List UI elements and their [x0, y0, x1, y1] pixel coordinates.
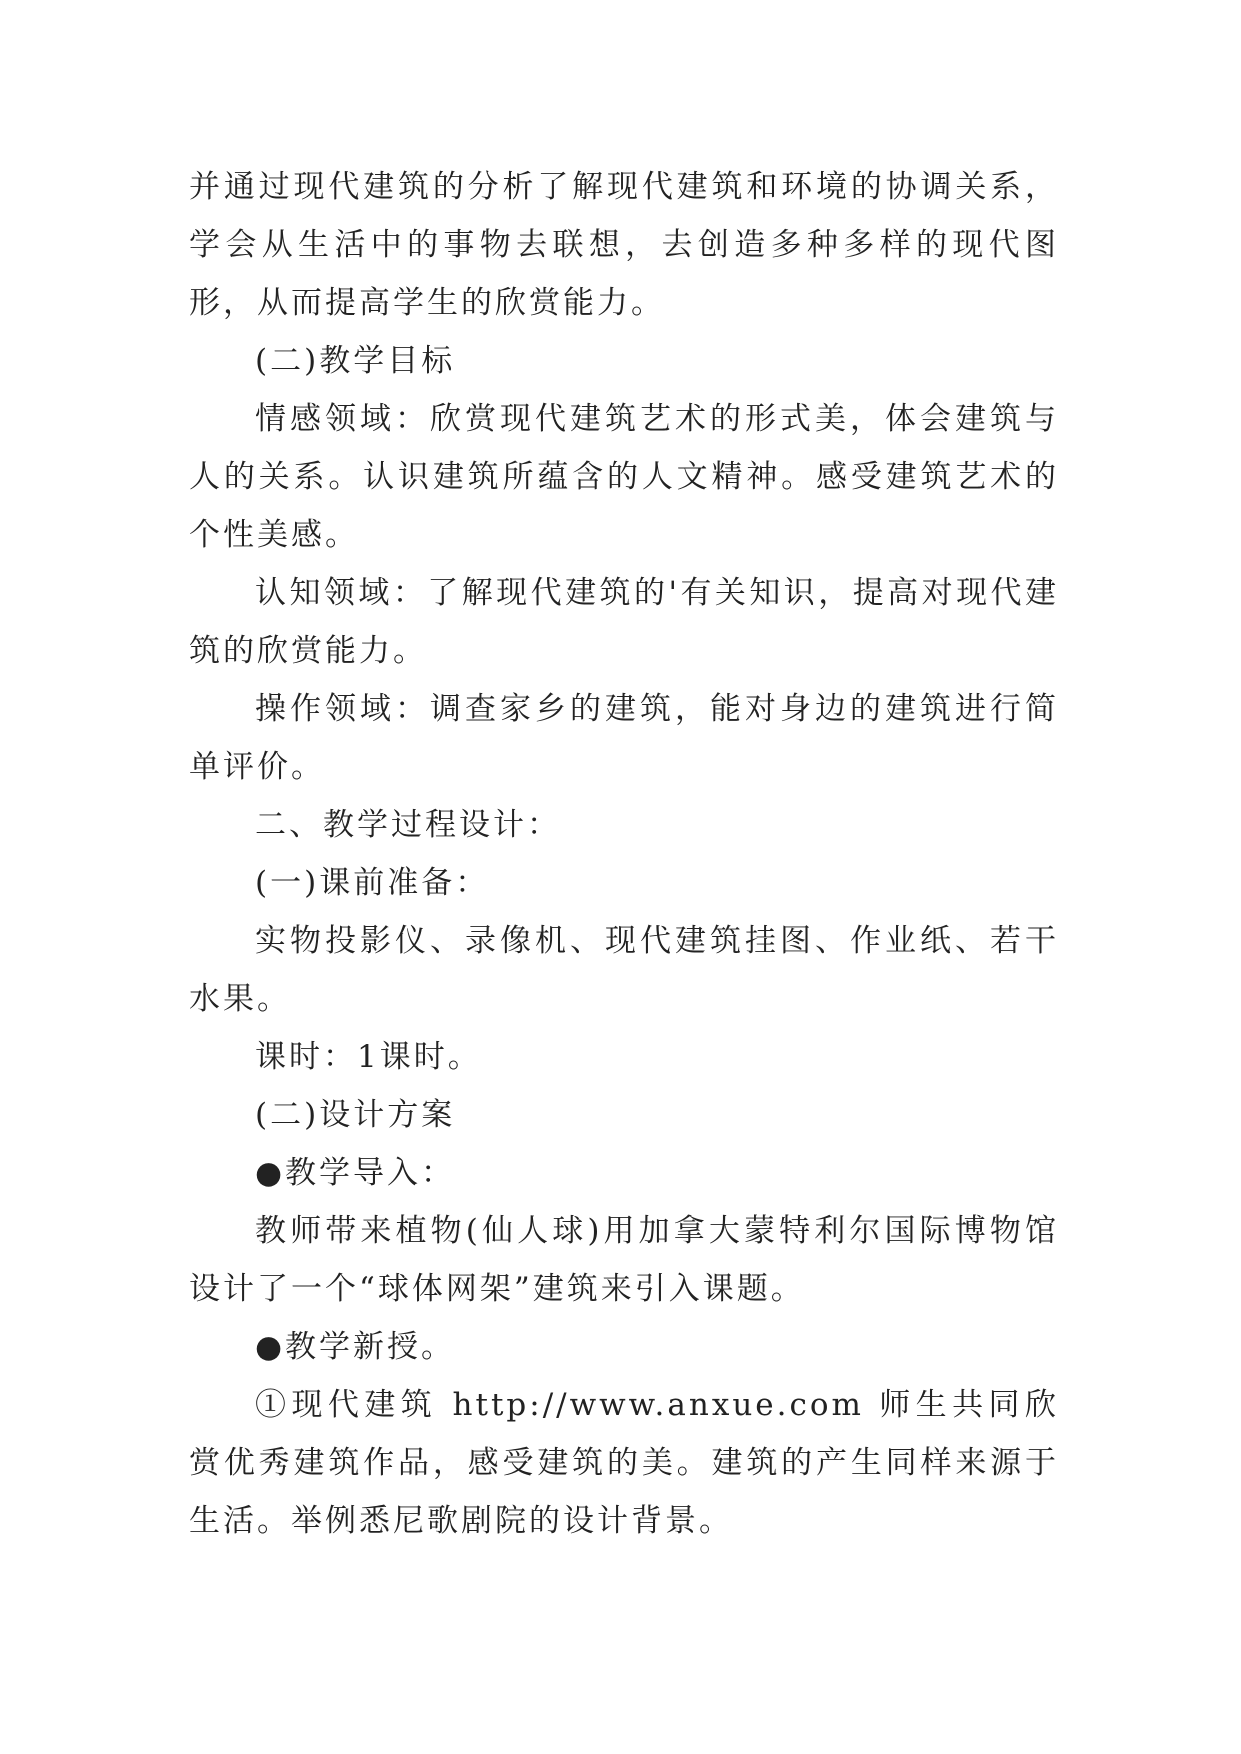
paragraph-introduction-detail: 教师带来植物(仙人球)用加拿大蒙特利尔国际博物馆设计了一个“球体网架”建筑来引入课题。 — [189, 1213, 1059, 1307]
heading-preparation: (一)课前准备： — [255, 865, 490, 901]
paragraph-cognitive-domain: 认知领域：了解现代建筑的'有关知识，提高对现代建筑的欣赏能力。 — [189, 575, 1059, 669]
paragraph-intro-continuation: 并通过现代建筑的分析了解现代建筑和环境的协调关系，学会从生活中的事物去联想，去创造多种多样的现代图形，从而提高学生的欣赏能力。 — [189, 169, 1059, 321]
paragraph-emotional-domain: 情感领域：欣赏现代建筑艺术的形式美，体会建筑与人的关系。认识建筑所蕴含的人文精神。感受建筑艺术的个性美感。 — [189, 401, 1059, 553]
paragraph-modern-architecture: ①现代建筑 http://www.anxue.com 师生共同欣赏优秀建筑作品，感受建筑的美。建筑的产生同样来源于生活。举例悉尼歌剧院的设计背景。 — [189, 1387, 1059, 1539]
paragraph-materials: 实物投影仪、录像机、现代建筑挂图、作业纸、若干水果。 — [189, 923, 1059, 1017]
heading-teaching-process: 二、教学过程设计： — [255, 807, 561, 843]
paragraph-operational-domain: 操作领域：调查家乡的建筑，能对身边的建筑进行简单评价。 — [189, 691, 1059, 785]
heading-teaching-objectives: (二)教学目标 — [255, 343, 456, 379]
document-body — [189, 158, 1059, 1550]
heading-design-plan: (二)设计方案 — [255, 1097, 456, 1133]
heading-new-lesson: ●教学新授。 — [255, 1329, 456, 1365]
heading-lesson-introduction: ●教学导入： — [255, 1155, 456, 1191]
paragraph-class-hours: 课时：1课时。 — [255, 1039, 482, 1075]
